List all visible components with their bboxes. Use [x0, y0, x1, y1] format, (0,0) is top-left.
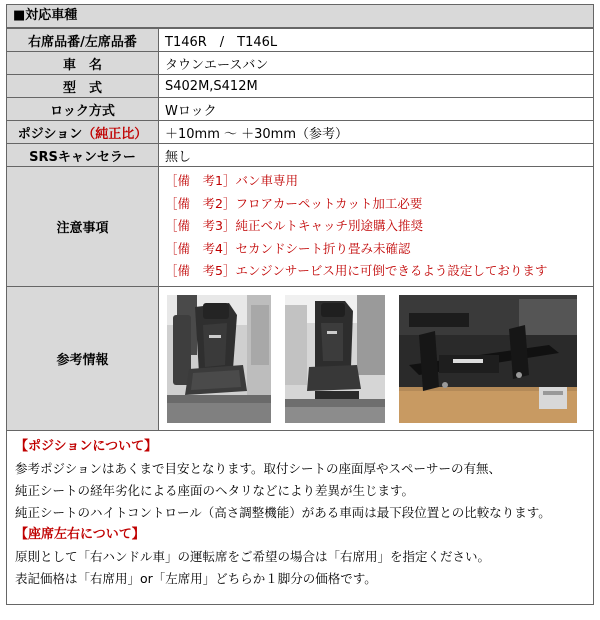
table-row — [7, 121, 594, 144]
section-title: ■対応車種 — [6, 4, 594, 28]
srs-value: 無し — [159, 144, 594, 167]
table-row — [7, 75, 594, 98]
table-row — [7, 98, 594, 121]
seat-rail-bracket-photo — [399, 295, 577, 423]
footer-notes — [6, 431, 594, 605]
model-value: S402M,S412M — [159, 75, 594, 98]
note-line: ［備 考3］純正ベルトキャッチ別途購入推奨 — [165, 218, 423, 234]
position-label-main: ポジション — [17, 126, 83, 142]
car-name-label: 車 名 — [7, 52, 159, 75]
table-row — [7, 29, 594, 52]
table-row — [7, 287, 594, 431]
srs-label: SRSキャンセラー — [7, 144, 159, 167]
table-row — [7, 144, 594, 167]
position-label-note: （純正比） — [82, 126, 148, 142]
seat-front-image — [167, 295, 271, 423]
seat-photo-front-view — [167, 295, 271, 423]
spec-table — [6, 28, 594, 431]
lock-type-label: ロック方式 — [7, 98, 159, 121]
seat-side-image — [285, 295, 385, 423]
model-label: 型 式 — [7, 75, 159, 98]
seat-photo-side-view — [285, 295, 385, 423]
notes-label: 注意事項 — [7, 167, 159, 287]
seat-side-heading: 【座席左右について】 — [15, 527, 145, 542]
note-line: ［備 考5］エンジンサービス用に可倒できるよう設定しております — [165, 263, 548, 279]
position-line: 純正シートの経年劣化による座面のヘタリなどにより差異が生じます。 — [15, 483, 415, 498]
reference-label: 参考情報 — [7, 287, 159, 431]
note-line: ［備 考4］セカンドシート折り畳み未確認 — [165, 240, 411, 256]
position-value: ＋10mm ～ ＋30mm（参考） — [159, 121, 594, 144]
part-number-value: T146R / T146L — [159, 29, 594, 52]
note-line: ［備 考2］フロアカーペットカット加工必要 — [165, 195, 423, 211]
lock-type-value: Wロック — [159, 98, 594, 121]
table-row — [7, 52, 594, 75]
position-line: 純正シートのハイトコントロール（高さ調整機能）がある車両は最下段位置との比較なります。 — [15, 505, 551, 520]
car-name-value: タウンエースバン — [159, 52, 594, 75]
seat-side-line: 原則として「右ハンドル車」の運転席をご希望の場合は「右席用」を指定ください。 — [15, 549, 491, 564]
position-label — [7, 121, 159, 144]
seat-side-line: 表記価格は「右席用」or「左席用」どちらか１脚分の価格です。 — [15, 571, 377, 586]
table-row — [7, 167, 594, 287]
note-line: ［備 考1］バン車専用 — [165, 173, 298, 189]
reference-cell — [159, 287, 594, 431]
position-heading: 【ポジションについて】 — [15, 439, 158, 454]
notes-cell — [159, 167, 594, 287]
photo-strip — [165, 295, 593, 423]
rail-bracket-image — [399, 295, 577, 423]
position-line: 参考ポジションはあくまで目安となります。取付シートの座面厚やスペーサーの有無、 — [15, 461, 501, 476]
part-number-label: 右席品番/左席品番 — [7, 29, 159, 52]
